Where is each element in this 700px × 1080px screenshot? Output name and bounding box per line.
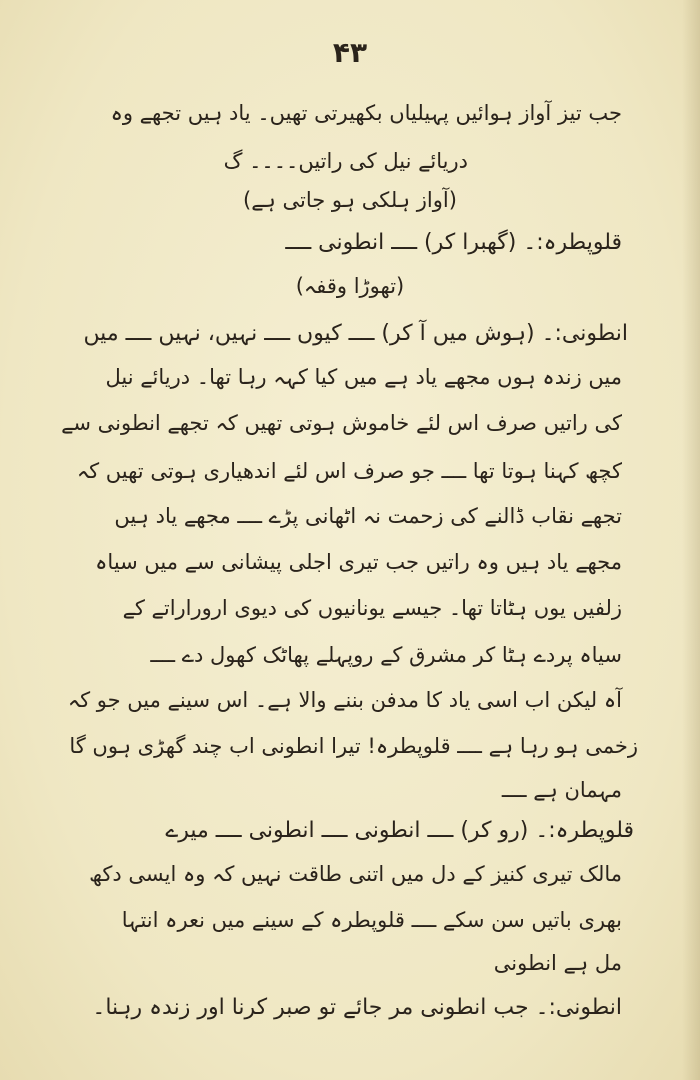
text-line: مل ہے انطونی — [493, 951, 622, 975]
page-edge-shadow — [682, 0, 700, 1080]
text-line: زخمی ہو رہا ہے ــــ قلوپطرہ! تیرا انطونی اب چند گھڑی ہوں گا — [69, 734, 638, 758]
text-line: آہ لیکن اب اسی یاد کا مدفن بننے والا ہے۔ اس سینے میں جو کہ — [67, 688, 622, 712]
speaker-line: قلوپطرہ:۔ (رو کر) ــــ انطونی ــــ انطونی ــــ میرے — [165, 818, 634, 843]
speaker-line: قلوپطرہ:۔ (گھبرا کر) ــــ انطونی ــــ — [285, 230, 622, 255]
text-line: بھری باتیں سن سکے ــــ قلوپطرہ کے سینے میں نعرہ انتہا — [121, 908, 622, 932]
text-line: مجھے یاد ہیں وہ راتیں جب تیری اجلی پیشانی سے میں سیاہ — [95, 550, 622, 574]
text-line: میں زندہ ہوں مجھے یاد ہے میں کیا کہہ رہا تھا۔ دریائے نیل — [105, 365, 622, 389]
page-number: ۴۳ — [332, 36, 368, 69]
stage-direction: (تھوڑا وقفہ) — [295, 274, 405, 298]
text-line: کچھ کہنا ہوتا تھا ــــ جو صرف اس لئے اندھیاری ہوتی تھیں کہ — [76, 459, 622, 483]
text-line: مالک تیری کنیز کے دل میں اتنی طاقت نہیں کہ وہ ایسی دکھ — [89, 862, 622, 886]
text-line: سیاہ پردے ہٹا کر مشرق کے روپہلے پھاٹک کھول دے ــــ — [150, 643, 622, 667]
stage-direction: (آواز ہلکی ہو جاتی ہے) — [243, 188, 457, 212]
text-line: تجھے نقاب ڈالنے کی زحمت نہ اٹھانی پڑے ــــ مجھے یاد ہیں — [114, 504, 622, 528]
text-line: مہمان ہے ــــ — [501, 778, 622, 802]
speaker-line: انطونی:۔ جب انطونی مر جائے تو صبر کرنا اور زندہ رہنا۔ — [92, 995, 622, 1020]
text-line: زلفیں یوں ہٹاتا تھا۔ جیسے یونانیوں کی دیوی اروراراتے کے — [122, 596, 622, 620]
text-line: دریائے نیل کی راتیں۔۔۔۔ گ — [223, 149, 468, 173]
text-line: جب تیز آواز ہوائیں پہیلیاں بکھیرتی تھیں۔ یاد ہیں تجھے وہ — [110, 101, 622, 125]
text-line: کی راتیں صرف اس لئے خاموش ہوتی تھیں کہ تجھے انطونی سے — [61, 411, 622, 435]
speaker-line: انطونی:۔ (ہوش میں آ کر) ــــ کیوں ــــ نہیں، نہیں ــــ میں — [83, 321, 628, 346]
